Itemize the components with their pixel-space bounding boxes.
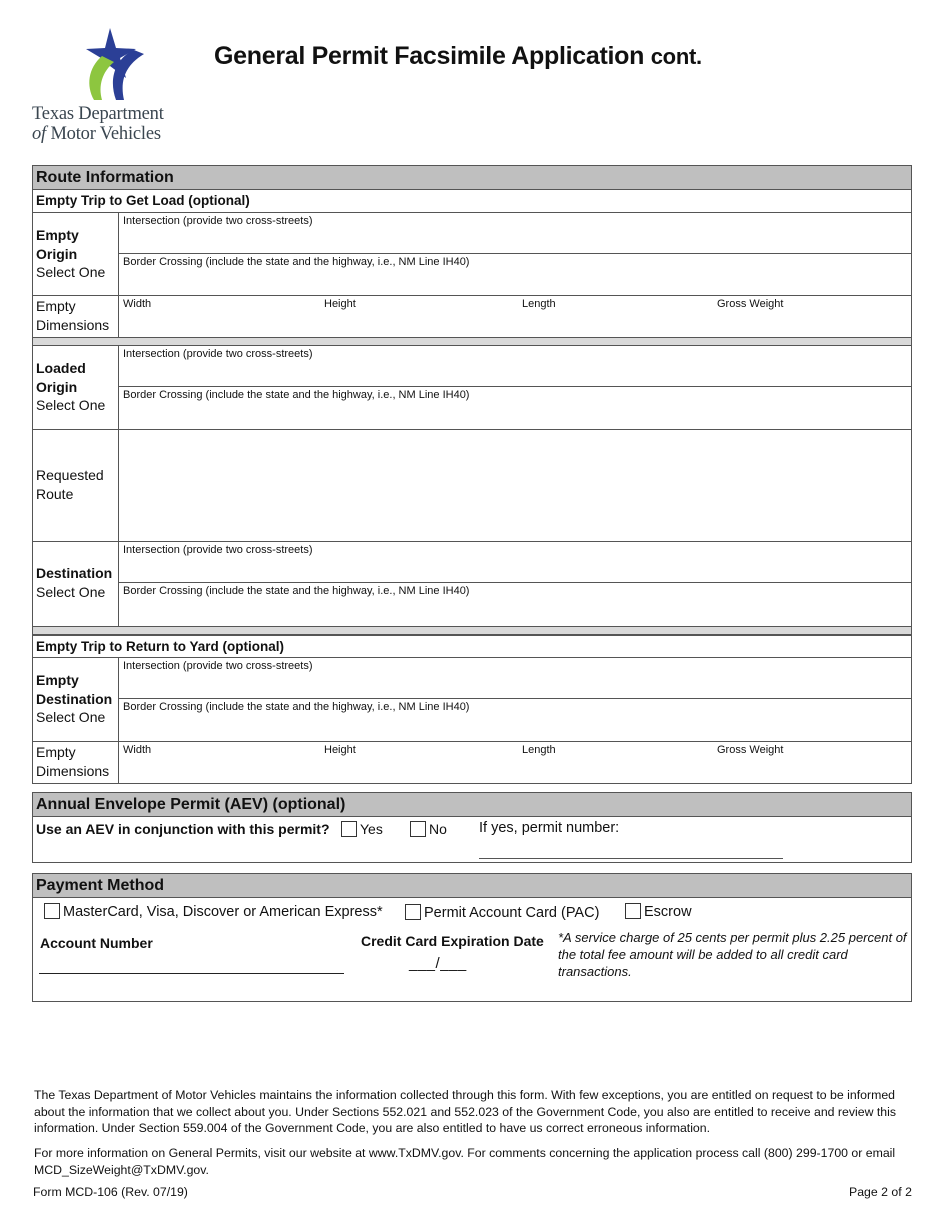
expiration-label: Credit Card Expiration Date (361, 933, 544, 949)
aev-no-option[interactable]: No (410, 821, 447, 837)
privacy-notice: The Texas Department of Motor Vehicles maintains the information collected through this form. With few exceptions, you are entitled on request to be informed about the information that we collect about you. Under Sections 552.021 and 552.023 of the Government Code, you also are entitled to receive and review this information. Under Section 559.004 of the Government Code, you are also entitled to have us correct erroneous information. (34, 1088, 897, 1135)
loaded-origin-border-field[interactable]: Border Crossing (include the state and the highway, i.e., NM Line IH40) (123, 389, 470, 401)
gross-weight-field[interactable]: Gross Weight (717, 744, 784, 756)
empty-dimensions-label: Empty Dimensions (33, 296, 119, 337)
empty-origin-label: Empty Origin Select One (33, 213, 119, 295)
loaded-origin-row (32, 346, 912, 430)
return-dimensions-row (32, 742, 912, 784)
empty-destination-intersection-field[interactable]: Intersection (provide two cross-streets) (119, 658, 911, 699)
destination-row (32, 542, 912, 627)
aev-question: Use an AEV in conjunction with this permit? (36, 821, 330, 837)
page-number: Page 2 of 2 (849, 1185, 912, 1199)
service-charge-note: *A service charge of 25 cents per permit plus 2.25 percent of the total fee amount will be added to all credit card transactions. (558, 930, 907, 979)
payment-escrow-checkbox[interactable] (625, 903, 641, 919)
aev-yes-checkbox[interactable] (341, 821, 357, 837)
width-field[interactable]: Width (123, 298, 152, 310)
aev-section-header: Annual Envelope Permit (AEV) (optional) (32, 792, 912, 817)
separator-band (32, 626, 912, 635)
payment-pac-checkbox[interactable] (405, 904, 421, 920)
payment-section-header: Payment Method (32, 873, 912, 898)
empty-destination-border-field[interactable]: Border Crossing (include the state and the highway, i.e., NM Line IH40) (123, 701, 470, 713)
aev-section-body (32, 816, 912, 863)
page-title: General Permit Facsimile Application cont. (214, 42, 702, 70)
width-field[interactable]: Width (123, 744, 152, 756)
aev-permit-number-field[interactable] (479, 858, 783, 859)
requested-route-field[interactable] (119, 430, 911, 541)
payment-section-body (32, 897, 912, 1002)
logo-text-line2: of Motor Vehicles (32, 124, 161, 144)
logo-text-line1: Texas Department (32, 104, 164, 124)
txdmv-logo (32, 28, 192, 144)
route-section-header: Route Information (32, 165, 912, 190)
payment-card-option[interactable]: MasterCard, Visa, Discover or American Express* (44, 903, 383, 920)
payment-card-checkbox[interactable] (44, 903, 60, 919)
empty-dimensions-fields[interactable] (119, 296, 911, 337)
empty-destination-label: Empty Destination Select One (33, 658, 119, 741)
return-trip-header: Empty Trip to Return to Yard (optional) (32, 635, 912, 658)
empty-origin-border-field[interactable]: Border Crossing (include the state and the highway, i.e., NM Line IH40) (123, 256, 470, 268)
destination-border-field[interactable]: Border Crossing (include the state and the highway, i.e., NM Line IH40) (123, 585, 470, 597)
star-logo-icon (72, 28, 152, 103)
form-id: Form MCD-106 (Rev. 07/19) (33, 1185, 188, 1199)
destination-intersection-field[interactable]: Intersection (provide two cross-streets) (119, 542, 911, 583)
empty-dimensions-row (32, 296, 912, 338)
empty-origin-row (32, 213, 912, 296)
height-field[interactable]: Height (324, 744, 356, 756)
aev-no-checkbox[interactable] (410, 821, 426, 837)
payment-escrow-option[interactable]: Escrow (625, 903, 692, 920)
aev-yes-option[interactable]: Yes (341, 821, 383, 837)
return-dimensions-fields[interactable] (119, 742, 911, 783)
requested-route-row (32, 430, 912, 542)
gross-weight-field[interactable]: Gross Weight (717, 298, 784, 310)
aev-permit-number-label: If yes, permit number: (479, 820, 620, 836)
empty-origin-intersection-field[interactable]: Intersection (provide two cross-streets) (119, 213, 911, 254)
separator-band (32, 337, 912, 346)
loaded-origin-intersection-field[interactable]: Intersection (provide two cross-streets) (119, 346, 911, 387)
return-dimensions-label: Empty Dimensions (33, 742, 119, 783)
empty-destination-row (32, 658, 912, 742)
expiration-date-field[interactable]: ___/___ (409, 955, 467, 972)
destination-label: Destination Select One (33, 542, 119, 626)
loaded-origin-label: Loaded Origin Select One (33, 346, 119, 429)
more-info-notice: For more information on General Permits, visit our website at www.TxDMV.gov. For comments concerning the application process call (800) 299-1700 or email MCD_SizeWeight@TxDMV.gov. (34, 1146, 896, 1177)
length-field[interactable]: Length (522, 298, 556, 310)
empty-trip-header: Empty Trip to Get Load (optional) (32, 190, 912, 213)
account-number-field[interactable] (39, 973, 344, 974)
height-field[interactable]: Height (324, 298, 356, 310)
requested-route-label: Requested Route (33, 430, 119, 541)
payment-pac-option[interactable]: Permit Account Card (PAC) (405, 904, 599, 921)
length-field[interactable]: Length (522, 744, 556, 756)
account-number-label: Account Number (40, 935, 153, 951)
